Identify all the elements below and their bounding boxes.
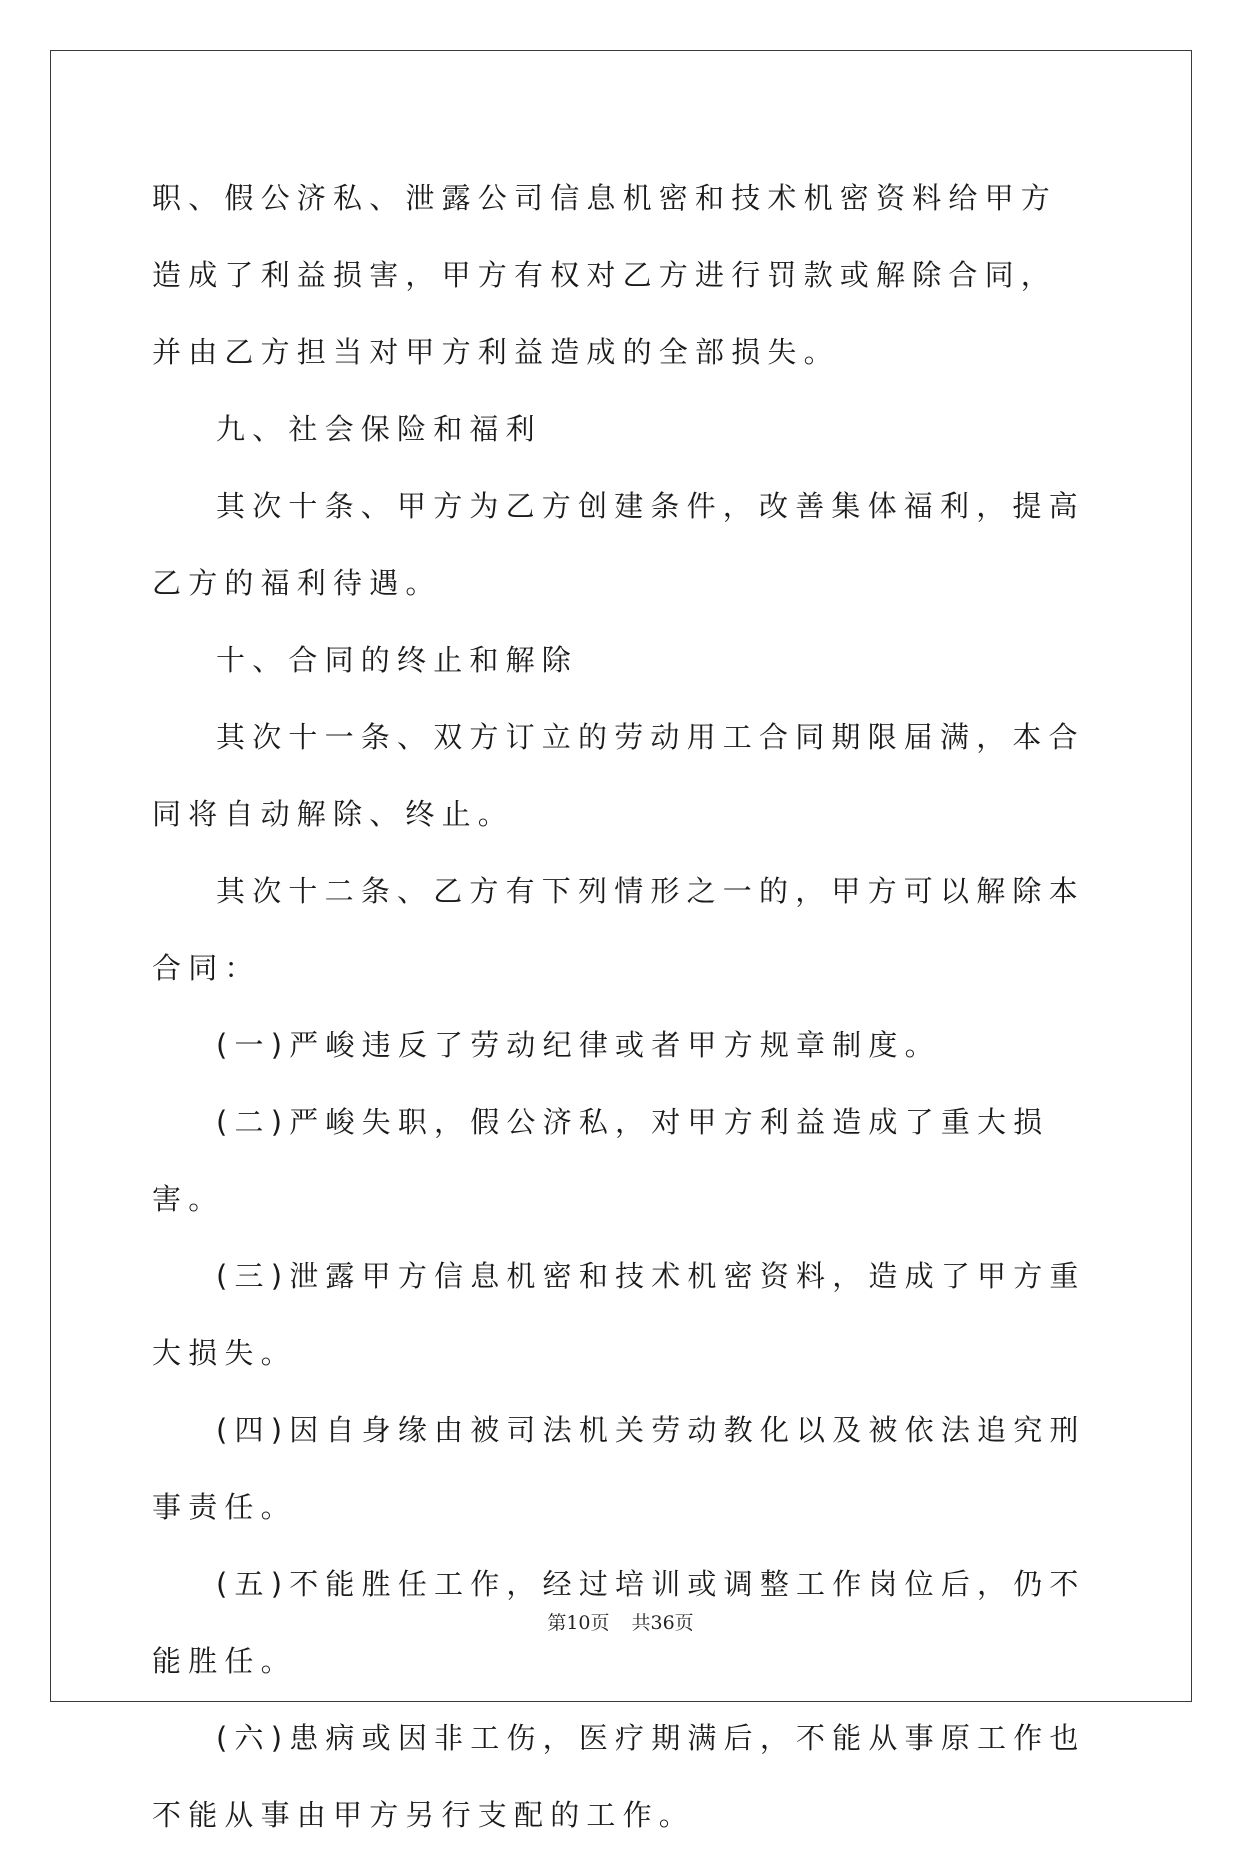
- list-item: (五)不能胜任工作，经过培训或调整工作岗位后，仍不能胜任。: [152, 1567, 1086, 1678]
- list-item: (三)泄露甲方信息机密和技术机密资料，造成了甲方重大损失。: [152, 1259, 1086, 1370]
- paragraph: 其次十二条、乙方有下列情形之一的，甲方可以解除本合同：: [152, 874, 1085, 985]
- list-item: (二)严峻失职，假公济私，对甲方利益造成了重大损害。: [152, 1105, 1050, 1216]
- paragraph: 职、假公济私、泄露公司信息机密和技术机密资料给甲方造成了利益损害，甲方有权对乙方进行罚款或解除合同，并由乙方担当对甲方利益造成的全部损失。: [152, 181, 1058, 369]
- section-heading: 九、社会保险和福利: [216, 412, 542, 446]
- paragraph: 其次十条、甲方为乙方创建条件，改善集体福利，提高乙方的福利待遇。: [152, 489, 1085, 600]
- page-number: 第10页: [547, 1612, 610, 1634]
- list-item: (一)严峻违反了劳动纪律或者甲方规章制度。: [216, 1028, 941, 1062]
- page-footer: [0, 1608, 1241, 1635]
- list-item: (六)患病或因非工伤，医疗期满后，不能从事原工作也不能从事由甲方另行支配的工作。: [152, 1721, 1086, 1832]
- list-item: (四)因自身缘由被司法机关劳动教化以及被依法追究刑事责任。: [152, 1413, 1086, 1524]
- section-heading: 十、合同的终止和解除: [216, 643, 579, 677]
- page-total: 共36页: [631, 1612, 694, 1634]
- paragraph: 其次十一条、双方订立的劳动用工合同期限届满，本合同将自动解除、终止。: [152, 720, 1085, 831]
- document-body: [152, 160, 1092, 1854]
